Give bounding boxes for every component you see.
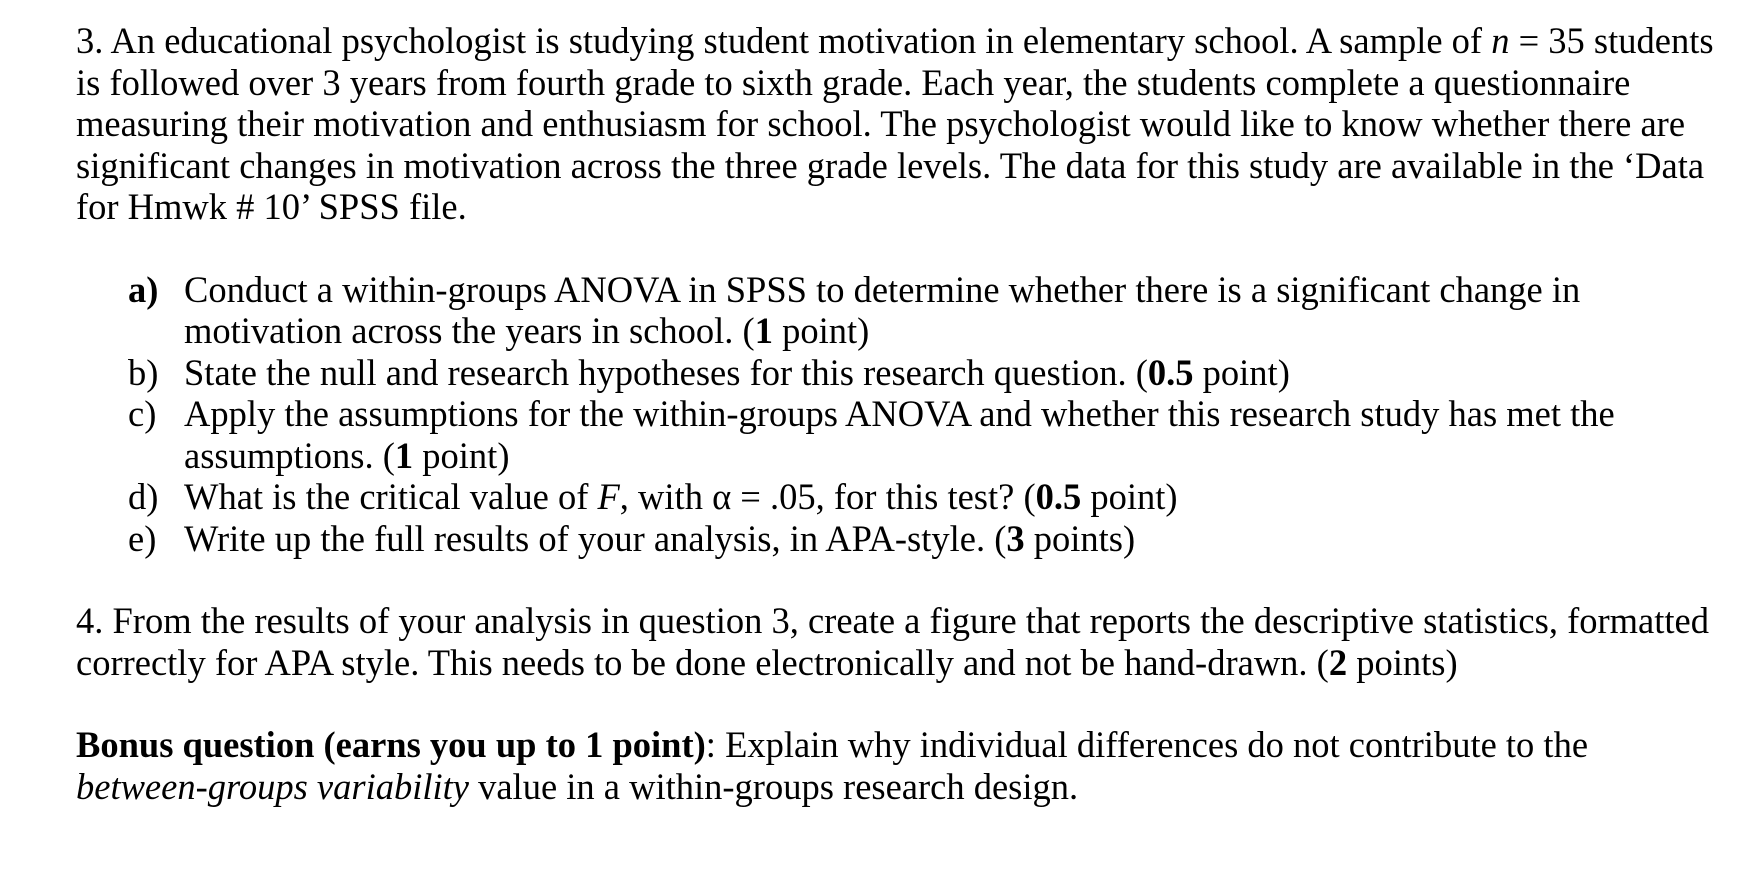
question-4 bbox=[76, 600, 1716, 683]
part-marker: d) bbox=[128, 476, 159, 517]
bonus-label: Bonus question (earns you up to 1 point) bbox=[76, 724, 706, 765]
question-3-parts bbox=[76, 269, 1716, 560]
part-d bbox=[76, 476, 1716, 518]
f-statistic-symbol: F bbox=[597, 476, 620, 517]
part-c bbox=[76, 393, 1716, 476]
part-marker: a) bbox=[128, 268, 159, 310]
part-points-suffix: point) bbox=[413, 434, 510, 476]
question-3 bbox=[76, 20, 1716, 228]
part-points: 1 bbox=[754, 310, 773, 351]
part-b bbox=[76, 352, 1716, 394]
part-text-continued: , with α = .05, for this test? ( bbox=[619, 476, 1036, 517]
part-marker: e) bbox=[128, 517, 157, 559]
part-text: Apply the assumptions for the within-groups ANOVA and whether this research study has met the assumptions. ( bbox=[184, 393, 1615, 476]
sample-size-symbol: n bbox=[1491, 20, 1510, 61]
part-marker: b) bbox=[128, 351, 159, 393]
question-4-points: 2 bbox=[1328, 641, 1348, 683]
part-points-suffix: point) bbox=[1193, 351, 1290, 393]
question-4-text: 4. From the results of your analysis in question 3, create a figure that reports the descriptive statistics, formatted correctly for APA style. This needs to be done electronically and not be hand-drawn. ( bbox=[76, 600, 1709, 683]
part-points-suffix: point) bbox=[772, 310, 870, 351]
part-text: State the null and research hypotheses for this research question. ( bbox=[184, 351, 1148, 393]
part-text: What is the critical value of bbox=[184, 476, 598, 517]
bonus-italic-term: between-groups variability bbox=[76, 765, 469, 807]
part-text: Conduct a within-groups ANOVA in SPSS to determine whether there is a significant change in motivation across the years in school. ( bbox=[184, 268, 1581, 351]
part-points: 0.5 bbox=[1147, 351, 1194, 393]
bonus-question bbox=[76, 724, 1716, 807]
part-a bbox=[76, 269, 1716, 352]
part-e bbox=[76, 518, 1716, 560]
part-points: 3 bbox=[1006, 517, 1025, 559]
question-4-points-suffix: points) bbox=[1347, 641, 1458, 683]
part-marker: c) bbox=[128, 393, 157, 434]
bonus-text-end: value in a within-groups research design. bbox=[468, 765, 1079, 807]
question-3-text-start: 3. An educational psychologist is studying student motivation in elementary school. A sample of bbox=[76, 20, 1492, 61]
part-text: Write up the full results of your analysis, in APA-style. ( bbox=[184, 517, 1007, 559]
part-points: 1 bbox=[394, 434, 414, 476]
part-points-suffix: points) bbox=[1024, 517, 1136, 559]
part-points-suffix: point) bbox=[1081, 476, 1178, 517]
bonus-text: : Explain why individual differences do not contribute to the bbox=[705, 724, 1589, 765]
question-3-text-end: = 35 students is followed over 3 years from fourth grade to sixth grade. Each year, the students complete a questionnaire measuring their motivation and enthusiasm for school. The psychologist would like to know whether there are significant changes in motivation across the three grade levels. The data for this study are available in the ‘Data for Hmwk # 10’ SPSS file. bbox=[76, 20, 1714, 227]
part-points: 0.5 bbox=[1035, 476, 1082, 517]
document-page bbox=[76, 20, 1716, 807]
